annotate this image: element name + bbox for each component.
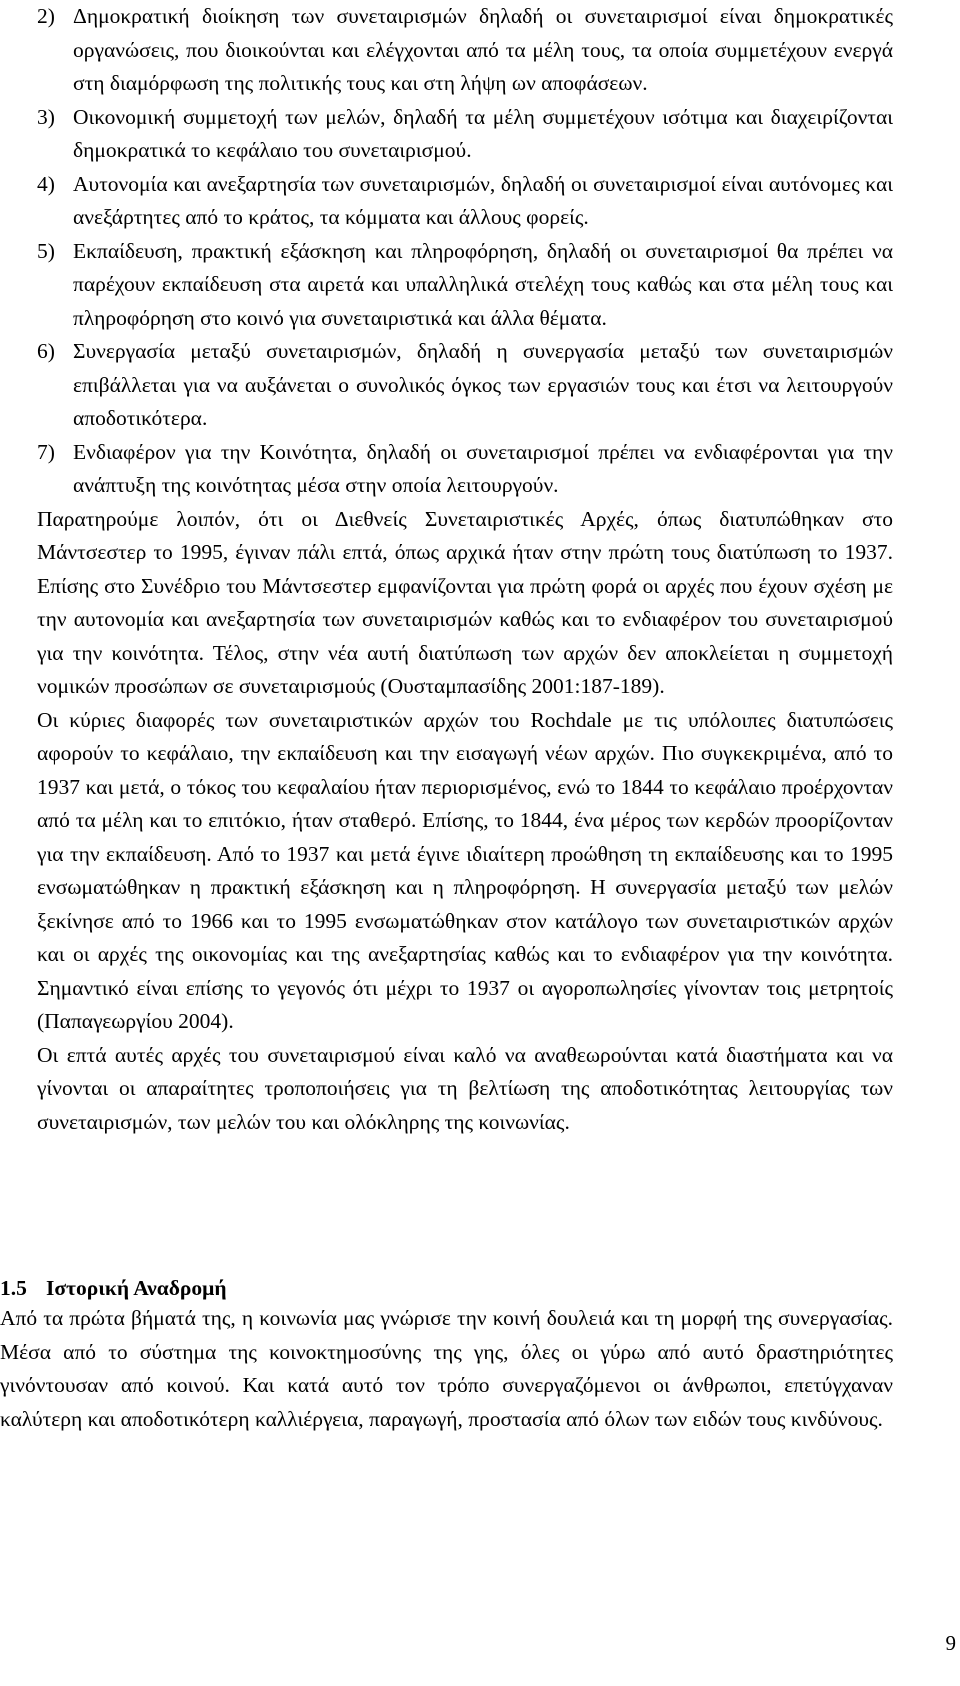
- list-item-number: 6): [37, 339, 55, 363]
- list-item-number: 7): [37, 439, 55, 464]
- list-item-number: 5): [37, 238, 55, 263]
- body-paragraph: Παρατηρούμε λοιπόν, ότι οι Διεθνείς Συνεταιριστικές Αρχές, όπως διατυπώθηκαν στο Μάντσεστερ το 1995, έγιναν πάλι επτά, όπως αρχικά ήταν στην πρώτη τους διατύπωση το 1937. Επίσης στο Συνέδριο του Μάντσεστερ εμφανίζονται για πρώτη φορά οι αρχές που έχουν σχέση με την αυτονομία και ανεξαρτησία των συνεταιρισμών καθώς και το ενδιαφέρον του συνεταιρισμού για την κοινότητα. Τέλος, στην νέα αυτή διατύπωση των αρχών δεν αποκλείεται η συμμετοχή νομικών προσώπων σε συνεταιρισμούς (Ουσταμπασίδης 2001:187-189).: [37, 506, 893, 698]
- principles-list: [37, 0, 893, 1139]
- list-item: [37, 235, 893, 336]
- list-item-text: Συνεργασία μεταξύ συνεταιρισμών, δηλαδή η συνεργασία μεταξύ των συνεταιρισμών επιβάλλεται για να αυξάνεται ο συνολικός όγκος των εργασιών τους και έτσι να λειτουργούν αποδοτικότερα.: [73, 339, 893, 430]
- section-body-paragraph: Από τα πρώτα βήματά της, η κοινωνία μας γνώρισε την κοινή δουλειά και τη μορφή της συνεργασίας. Μέσα από το σύστημα της κοινοκτημοσύνης της γης, όλες οι γύρω από αυτό δραστηριότητες γινόντουσαν από κοινού. Και κατά αυτό τον τρόπο συνεργαζόμενοι οι άνθρωποι, επετύγχαναν καλύτερη και αποδοτικότερη καλλιέργεια, παραγωγή, προστασία από όλων των ειδών τους κινδύνους.: [0, 1306, 893, 1431]
- list-item: [37, 436, 893, 503]
- section-number: 1.5: [0, 1276, 27, 1300]
- list-item-number: 4): [37, 171, 55, 196]
- list-item-text: Δημοκρατική διοίκηση των συνεταιρισμών δηλαδή οι συνεταιρισμοί είναι δημοκρατικές οργανώσεις, που διοικούνται και ελέγχονται από τα μέλη τους, τα οποία συμμετέχουν ενεργά στη διαμόρφωση της πολιτικής τους και στη λήψη ων αποφάσεων.: [73, 4, 893, 95]
- list-item: [37, 168, 893, 235]
- list-item-number: 3): [37, 104, 55, 129]
- section-title: Ιστορική Αναδρομή: [46, 1276, 227, 1300]
- section-heading: [0, 1272, 227, 1306]
- list-item-text: Ενδιαφέρον για την Κοινότητα, δηλαδή οι συνεταιρισμοί πρέπει να ενδιαφέρονται για την ανάπτυξη της κοινότητας μέσα στην οποία λειτουργούν.: [73, 439, 893, 497]
- body-paragraph: Οι κύριες διαφορές των συνεταιριστικών αρχών του Rochdale με τις υπόλοιπες διατυπώσεις αφορούν το κεφάλαιο, την εκπαίδευση και την εισαγωγή νέων αρχών. Πιο συγκεκριμένα, από το 1937 και μετά, ο τόκος του κεφαλαίου ήταν περιορισμένος, ενώ το 1844 το κεφάλαιο προέρχονταν από τα μέλη και το επιτόκιο, ήταν σταθερό. Επίσης, το 1844, ένα μέρος των κερδών προορίζονταν για την εκπαίδευση. Από το 1937 και μετά έγινε ιδιαίτερη προώθηση τη εκπαίδευσης και το 1995 ενσωματώθηκαν η πρακτική εξάσκηση και η πληροφόρηση. Η συνεργασία μεταξύ των μελών ξεκίνησε από το 1966 και το 1995 ενσωματώθηκαν στον κατάλογο των συνεταιριστικών αρχών και οι αρχές της οικονομίας και της ανεξαρτησίας καθώς και το ενδιαφέρον για την κοινότητα. Σημαντικό είναι επίσης το γεγονός ότι μέχρι το 1937 οι αγοροπωλησίες γίνονταν τοις μετρητοίς (Παπαγεωργίου 2004).: [37, 707, 893, 1033]
- list-item-text: Αυτονομία και ανεξαρτησία των συνεταιρισμών, δηλαδή οι συνεταιρισμοί είναι αυτόνομες και ανεξάρτητες από το κράτος, τα κόμματα και άλλους φορείς.: [73, 171, 893, 229]
- list-item: [37, 0, 893, 101]
- list-item: [37, 101, 893, 168]
- page-number: 9: [945, 1631, 956, 1655]
- list-item-text: Οικονομική συμμετοχή των μελών, δηλαδή τα μέλη συμμετέχουν ισότιμα και διαχειρίζονται δημοκρατικά το κεφάλαιο του συνεταιρισμού.: [73, 104, 893, 162]
- list-item: [37, 335, 893, 436]
- list-item-number: 2): [37, 4, 55, 28]
- list-item-text: Εκπαίδευση, πρακτική εξάσκηση και πληροφόρηση, δηλαδή οι συνεταιρισμοί θα πρέπει να παρέχουν εκπαίδευση στα αιρετά και υπαλληλικά στελέχη τους καθώς και στα μέλη τους και πληροφόρηση στο κοινό για συνεταιριστικά και άλλα θέματα.: [73, 238, 893, 330]
- body-paragraph: Οι επτά αυτές αρχές του συνεταιρισμού είναι καλό να αναθεωρούνται κατά διαστήματα και να γίνονται οι απαραίτητες τροποποιήσεις για τη βελτίωση της αποδοτικότητας λειτουργίας των συνεταιρισμών, των μελών του και ολόκληρης της κοινωνίας.: [37, 1042, 893, 1134]
